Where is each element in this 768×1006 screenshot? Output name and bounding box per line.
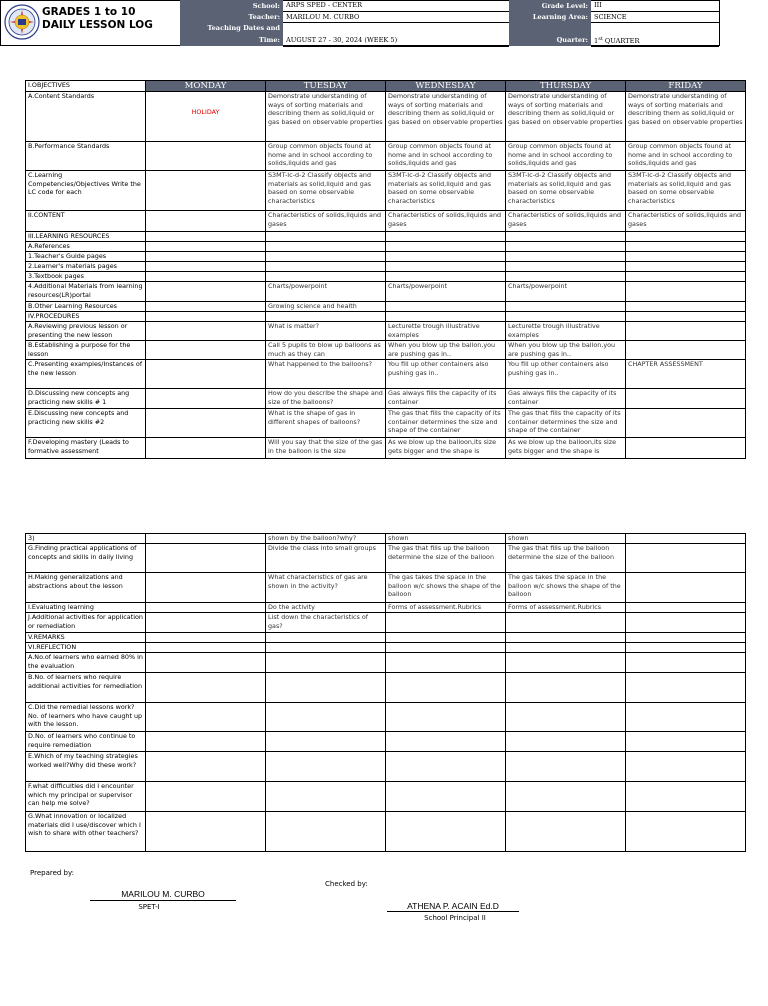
table-cell <box>266 732 386 752</box>
table-cell <box>266 643 386 653</box>
table-cell <box>146 252 266 262</box>
school-value: ARPS SPED - CENTER <box>283 0 509 11</box>
table-cell <box>146 142 266 171</box>
row-label: B.Other Learning Resources <box>26 302 146 312</box>
table-cell <box>626 438 746 459</box>
table-row <box>26 282 746 302</box>
table-cell <box>506 752 626 782</box>
row-label: 3.Textbook pages <box>26 272 146 282</box>
row-label: A.Content Standards <box>26 92 146 142</box>
table-cell <box>146 812 266 852</box>
dates-value: AUGUST 27 - 30, 2024 (WEEK 5) <box>283 34 509 47</box>
table-row <box>26 389 746 409</box>
form-title <box>42 6 153 32</box>
table-cell <box>626 603 746 613</box>
table-cell <box>386 703 506 732</box>
teacher-value: MARILOU M. CURBO <box>283 11 509 23</box>
table-cell <box>146 613 266 633</box>
table-cell: Lecturette trough illustrative examples <box>386 322 506 341</box>
row-label: F.Developing mastery (Leads to formative assessment <box>26 438 146 459</box>
table-row <box>26 752 746 782</box>
table-cell <box>266 272 386 282</box>
table-cell: Characteristics of solids,liquids and gases <box>386 211 506 232</box>
table-cell <box>146 752 266 782</box>
table-cell: Lecturette trough illustrative examples <box>506 322 626 341</box>
table-cell: List down the characteristics of gas? <box>266 613 386 633</box>
table-cell <box>386 242 506 252</box>
row-label: E.Which of my teaching strategies worked well?Why did these work? <box>26 752 146 782</box>
quarter-value: 1st QUARTER <box>591 34 719 47</box>
table-cell: Gas always fills the capacity of its container <box>506 389 626 409</box>
table-cell <box>626 242 746 252</box>
table-cell: Growing science and health <box>266 302 386 312</box>
table-cell <box>506 262 626 272</box>
row-label: I.Evaluating learning <box>26 603 146 613</box>
table-cell: The gas takes the space in the balloon w/c shows the shape of the balloon <box>386 573 506 603</box>
table-cell <box>146 242 266 252</box>
table-cell: As we blow up the balloon,its size gets bigger and the shape is <box>386 438 506 459</box>
row-label: 4.Additional Materials from learning resources(LR)portal <box>26 282 146 302</box>
table-cell <box>266 242 386 252</box>
table-cell <box>626 389 746 409</box>
table-cell <box>146 272 266 282</box>
row-label: J.Additional activities for application or remediation <box>26 613 146 633</box>
table-cell: S3MT-Ic-d-2 Classify objects and materials as solid,liquid and gas based on some observable characteristics <box>386 171 506 211</box>
table-cell <box>266 232 386 242</box>
table-cell <box>506 643 626 653</box>
table-cell <box>146 389 266 409</box>
table-row <box>26 341 746 360</box>
table-cell: Characteristics of solids,liquids and gases <box>506 211 626 232</box>
day-header-tuesday: TUESDAY <box>266 81 386 92</box>
table-row <box>26 409 746 438</box>
dates-label-1: Teaching Dates and <box>180 23 283 34</box>
table-cell <box>386 812 506 852</box>
table-cell <box>146 438 266 459</box>
preparer-name: MARILOU M. CURBO <box>121 889 205 899</box>
table-cell <box>626 232 746 242</box>
table-row <box>26 703 746 732</box>
row-label: I.OBJECTIVES <box>26 81 146 92</box>
row-label: D.Discussing new concepts ang practicing new skills # 1 <box>26 389 146 409</box>
checker-title: School Principal II <box>424 914 486 922</box>
table-cell <box>626 643 746 653</box>
table-cell <box>266 312 386 322</box>
table-cell <box>386 752 506 782</box>
table-cell: Demonstrate understanding of ways of sorting materials and describing them as solid,liquid or gas based on observable properties <box>266 92 386 142</box>
table-cell: Forms of assessment.Rubrics <box>386 603 506 613</box>
holiday-note: HOLIDAY <box>146 92 266 142</box>
table-cell <box>626 534 746 544</box>
table-cell <box>506 242 626 252</box>
table-cell: Do the activity <box>266 603 386 613</box>
table-cell: As we blow up the balloon,its size gets bigger and the shape is <box>506 438 626 459</box>
table-cell: The gas that fills the capacity of its container determines the size and shape of the container <box>386 409 506 438</box>
table-cell <box>146 732 266 752</box>
table-row <box>26 732 746 752</box>
table-cell <box>146 282 266 302</box>
checked-by-label: Checked by: <box>325 880 368 888</box>
row-label: E.Discussing new concepts and practicing new skills #2 <box>26 409 146 438</box>
table-cell: What is matter? <box>266 322 386 341</box>
table-cell <box>266 252 386 262</box>
table-cell: Demonstrate understanding of ways of sorting materials and describing them as solid,liquid or gas based on observable properties <box>626 92 746 142</box>
table-cell <box>626 732 746 752</box>
table-cell <box>626 703 746 732</box>
table-cell <box>146 302 266 312</box>
table-cell <box>386 673 506 703</box>
lesson-log-table-page-2 <box>25 533 746 852</box>
table-row <box>26 812 746 852</box>
table-cell <box>146 262 266 272</box>
table-cell: S3MT-Ic-d-2 Classify objects and materials as solid,liquid and gas based on some observable characteristics <box>626 171 746 211</box>
row-label: B.Establishing a purpose for the lesson <box>26 341 146 360</box>
table-row <box>26 81 746 92</box>
school-label: School: <box>180 0 283 11</box>
table-cell: Forms of assessment.Rubrics <box>506 603 626 613</box>
table-cell <box>266 673 386 703</box>
table-cell <box>626 782 746 812</box>
table-cell <box>626 752 746 782</box>
preparer-title: SPET-I <box>138 903 160 911</box>
grade-level-value: III <box>591 0 719 11</box>
table-cell: What is the shape of gas in different shapes of balloons? <box>266 409 386 438</box>
table-cell <box>386 252 506 262</box>
learning-area-label: Learning Area: <box>509 11 591 23</box>
table-cell <box>506 812 626 852</box>
row-label: B.Performance Standards <box>26 142 146 171</box>
table-row <box>26 673 746 703</box>
table-cell <box>266 703 386 732</box>
table-cell <box>146 633 266 643</box>
table-cell <box>506 782 626 812</box>
table-cell <box>626 633 746 643</box>
table-cell <box>266 812 386 852</box>
table-cell: The gas that fills up the balloon determine the size of the balloon <box>506 544 626 573</box>
table-cell: The gas that fills the capacity of its container determines the size and shape of the container <box>506 409 626 438</box>
checker-signature-line <box>387 911 519 912</box>
table-cell <box>506 252 626 262</box>
table-cell <box>146 544 266 573</box>
table-cell <box>146 409 266 438</box>
table-cell <box>506 732 626 752</box>
table-cell <box>146 312 266 322</box>
table-cell <box>146 534 266 544</box>
dates-label-2: Time: <box>180 34 283 47</box>
table-cell <box>626 673 746 703</box>
table-cell <box>146 782 266 812</box>
title-line-1: GRADES 1 to 10 <box>42 6 136 18</box>
table-cell <box>146 322 266 341</box>
table-cell: shown <box>386 534 506 544</box>
table-row <box>26 312 746 322</box>
table-row <box>26 613 746 633</box>
table-cell <box>506 653 626 673</box>
table-cell <box>146 341 266 360</box>
table-row <box>26 534 746 544</box>
row-label: G.Finding practical applications of concepts and skills in daily living <box>26 544 146 573</box>
table-cell: When you blow up the ballon,you are pushing gas in.. <box>506 341 626 360</box>
table-cell <box>626 812 746 852</box>
row-label: G.What innovation or localized materials did I use/discover which I wish to share with other teachers? <box>26 812 146 852</box>
table-row <box>26 302 746 312</box>
table-row <box>26 782 746 812</box>
table-cell: Characteristics of solids,liquids and gases <box>626 211 746 232</box>
table-cell <box>146 653 266 673</box>
table-cell <box>266 262 386 272</box>
table-cell <box>146 643 266 653</box>
table-cell: Demonstrate understanding of ways of sorting materials and describing them as solid,liquid or gas based on observable properties <box>506 92 626 142</box>
checker-name: ATHENA P. ACAIN Ed.D <box>407 901 499 911</box>
table-cell <box>146 573 266 603</box>
table-row <box>26 633 746 643</box>
table-cell: Charts/powerpoint <box>386 282 506 302</box>
table-cell: shown <box>506 534 626 544</box>
table-cell <box>386 613 506 633</box>
table-row <box>26 242 746 252</box>
table-cell: CHAPTER ASSESSMENT <box>626 360 746 389</box>
row-label: H.Making generalizations and abstractions about the lesson <box>26 573 146 603</box>
header-fields <box>180 0 719 47</box>
row-label: C.Learning Competencies/Objectives Write the LC code for each <box>26 171 146 211</box>
table-cell: What happened to the balloons? <box>266 360 386 389</box>
table-cell <box>626 341 746 360</box>
table-cell: Gas always fills the capacity of its container <box>386 389 506 409</box>
day-header-thursday: THURSDAY <box>506 81 626 92</box>
table-cell <box>506 312 626 322</box>
table-cell <box>386 633 506 643</box>
table-cell: The gas that fills up the balloon determine the size of the balloon <box>386 544 506 573</box>
table-cell <box>506 232 626 242</box>
table-row <box>26 211 746 232</box>
table-cell <box>146 673 266 703</box>
table-cell <box>146 171 266 211</box>
row-label: C.Did the remedial lessons work?No. of learners who have caught up with the lesson. <box>26 703 146 732</box>
table-cell: shown by the balloon?why? <box>266 534 386 544</box>
table-cell <box>626 322 746 341</box>
table-cell <box>386 653 506 673</box>
preparer-signature-line <box>90 900 236 901</box>
table-cell <box>626 302 746 312</box>
table-cell <box>626 544 746 573</box>
table-cell <box>626 573 746 603</box>
day-header-wednesday: WEDNESDAY <box>386 81 506 92</box>
table-cell: Group common objects found at home and in school according to solids,liquids and gas <box>266 142 386 171</box>
table-cell: Group common objects found at home and in school according to solids,liquids and gas <box>626 142 746 171</box>
table-cell: Demonstrate understanding of ways of sorting materials and describing them as solid,liquid or gas based on observable properties <box>386 92 506 142</box>
deped-seal-icon <box>4 4 40 40</box>
table-cell <box>386 232 506 242</box>
table-cell <box>506 302 626 312</box>
table-row <box>26 322 746 341</box>
row-label: 1.Teacher's Guide pages <box>26 252 146 262</box>
table-cell <box>266 633 386 643</box>
table-cell <box>386 302 506 312</box>
table-row <box>26 171 746 211</box>
table-cell: You fill up other containers also pushing gas in.. <box>506 360 626 389</box>
table-row <box>26 92 746 142</box>
table-cell: Will you say that the size of the gas in the balloon is the size <box>266 438 386 459</box>
day-header-friday: FRIDAY <box>626 81 746 92</box>
day-header-monday: MONDAY <box>146 81 266 92</box>
table-cell <box>146 703 266 732</box>
table-cell <box>626 653 746 673</box>
table-cell <box>626 409 746 438</box>
table-row <box>26 544 746 573</box>
row-label: III.LEARNING RESOURCES <box>26 232 146 242</box>
table-cell <box>386 262 506 272</box>
table-cell <box>506 633 626 643</box>
table-cell <box>386 272 506 282</box>
table-cell <box>386 732 506 752</box>
form-header <box>0 0 720 46</box>
table-cell: Charts/powerpoint <box>266 282 386 302</box>
row-label: VI.REFLECTION <box>26 643 146 653</box>
table-cell: Divide the class into small groups <box>266 544 386 573</box>
table-cell <box>266 653 386 673</box>
table-row <box>26 262 746 272</box>
table-cell: Characteristics of solids,liquids and gases <box>266 211 386 232</box>
row-label: F.what difficulties did I encounter which my principal or supervisor can help me solve? <box>26 782 146 812</box>
table-row <box>26 643 746 653</box>
row-label: A.Reviewing previous lesson or presenting the new lesson <box>26 322 146 341</box>
lesson-log-table-page-1 <box>25 80 746 459</box>
table-cell: The gas takes the space in the balloon w/c shows the shape of the balloon <box>506 573 626 603</box>
table-row <box>26 603 746 613</box>
table-row <box>26 438 746 459</box>
row-label: IV.PROCEDURES <box>26 312 146 322</box>
row-label: D.No. of learners who continue to require remediation <box>26 732 146 752</box>
row-label: A.No.of learners who earned 80% in the evaluation <box>26 653 146 673</box>
row-label: A.References <box>26 242 146 252</box>
table-row <box>26 142 746 171</box>
prepared-by-label: Prepared by: <box>30 869 74 877</box>
table-cell <box>266 752 386 782</box>
table-row <box>26 272 746 282</box>
table-cell <box>506 613 626 633</box>
table-cell <box>146 360 266 389</box>
table-cell: Group common objects found at home and in school according to solids,liquids and gas <box>386 142 506 171</box>
table-row <box>26 360 746 389</box>
table-row <box>26 252 746 262</box>
title-line-2: DAILY LESSON LOG <box>42 19 153 31</box>
quarter-label: Quarter: <box>509 34 591 47</box>
table-cell <box>626 312 746 322</box>
table-cell: You fill up other containers also pushing gas in.. <box>386 360 506 389</box>
row-label: V.REMARKS <box>26 633 146 643</box>
table-cell: Call 5 pupils to blow up balloons as much as they can <box>266 341 386 360</box>
table-cell: S3MT-Ic-d-2 Classify objects and materials as solid,liquid and gas based on some observable characteristics <box>266 171 386 211</box>
table-cell: Charts/powerpoint <box>506 282 626 302</box>
table-cell <box>626 613 746 633</box>
grade-level-label: Grade Level: <box>509 0 591 11</box>
table-cell: S3MT-Ic-d-2 Classify objects and materials as solid,liquid and gas based on some observable characteristics <box>506 171 626 211</box>
teacher-label: Teacher: <box>180 11 283 23</box>
table-row <box>26 232 746 242</box>
row-label: 2.Learner's materials pages <box>26 262 146 272</box>
table-cell <box>146 211 266 232</box>
table-cell <box>506 703 626 732</box>
table-cell: How do you describe the shape and size of the balloons? <box>266 389 386 409</box>
table-cell <box>626 262 746 272</box>
table-row <box>26 573 746 603</box>
table-cell <box>146 603 266 613</box>
row-label: C.Presenting examples/Instances of the new lesson <box>26 360 146 389</box>
row-label: 3) <box>26 534 146 544</box>
table-cell <box>266 782 386 812</box>
table-cell <box>506 272 626 282</box>
table-cell <box>626 252 746 262</box>
table-cell <box>386 312 506 322</box>
table-cell: What characteristics of gas are shown in the activity? <box>266 573 386 603</box>
table-cell: Group common objects found at home and in school according to solids,liquids and gas <box>506 142 626 171</box>
table-cell <box>386 782 506 812</box>
row-label: II.CONTENT <box>26 211 146 232</box>
table-cell <box>626 272 746 282</box>
table-cell <box>626 282 746 302</box>
table-cell <box>386 643 506 653</box>
table-cell <box>506 673 626 703</box>
row-label: B.No. of learners who require additional activities for remediation <box>26 673 146 703</box>
table-row <box>26 653 746 673</box>
learning-area-value: SCIENCE <box>591 11 719 23</box>
table-cell <box>146 232 266 242</box>
table-cell: When you blow up the ballon,you are pushing gas in.. <box>386 341 506 360</box>
